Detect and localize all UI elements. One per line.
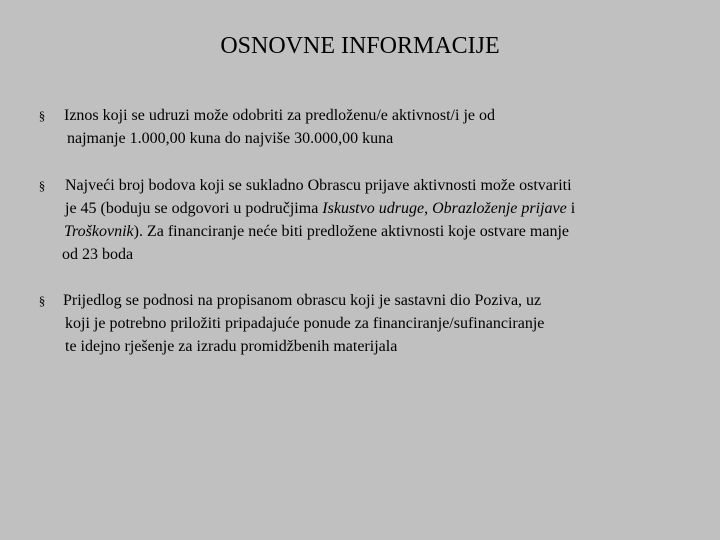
bullet-marker-icon: § [38,178,46,193]
bullet-text-line: od 23 boda [62,246,134,263]
bullet-text-line: Prijedlog se podnosi na propisanom obrascu koji je sastavni dio Poziva, uz [63,292,542,309]
bullet-marker-icon: § [38,293,46,308]
bullet-text-line [34,197,575,220]
italic-term: Iskustvo udruge [322,200,425,217]
bullet-text-line [34,220,575,243]
text-segment: i [566,200,576,217]
bullet-text-line: te idejno rješenje za izradu promidžbenih materijala [65,338,398,355]
bullet-text-line: Najveći broj bodova koji se sukladno Obrascu prijave aktivnosti može ostvariti [65,177,572,194]
bullet-text-line: najmanje 1.000,00 kuna do najviše 30.000,00 kuna [67,130,394,147]
italic-term: Obrazloženje prijave [432,200,567,217]
text-segment: , [424,200,433,217]
bullet-marker-icon: § [38,108,46,123]
slide-title: OSNOVNE INFORMACIJE [220,33,500,59]
bullet-item-submission [34,289,544,358]
bullet-text-line: Iznos koji se udruzi može odobriti za predloženu/e aktivnost/i je od [64,107,495,124]
bullet-item-amount [34,104,495,150]
bullet-item-points [34,174,575,266]
bullet-text-line: koji je potrebno priložiti pripadajuće ponude za financiranje/sufinanciranje [65,315,545,332]
text-segment: je 45 (boduju se odgovori u područjima [65,200,323,217]
italic-term: Troškovnik [64,223,134,240]
text-segment: ). Za financiranje neće biti predložene aktivnosti koje ostvare manje [133,223,569,240]
